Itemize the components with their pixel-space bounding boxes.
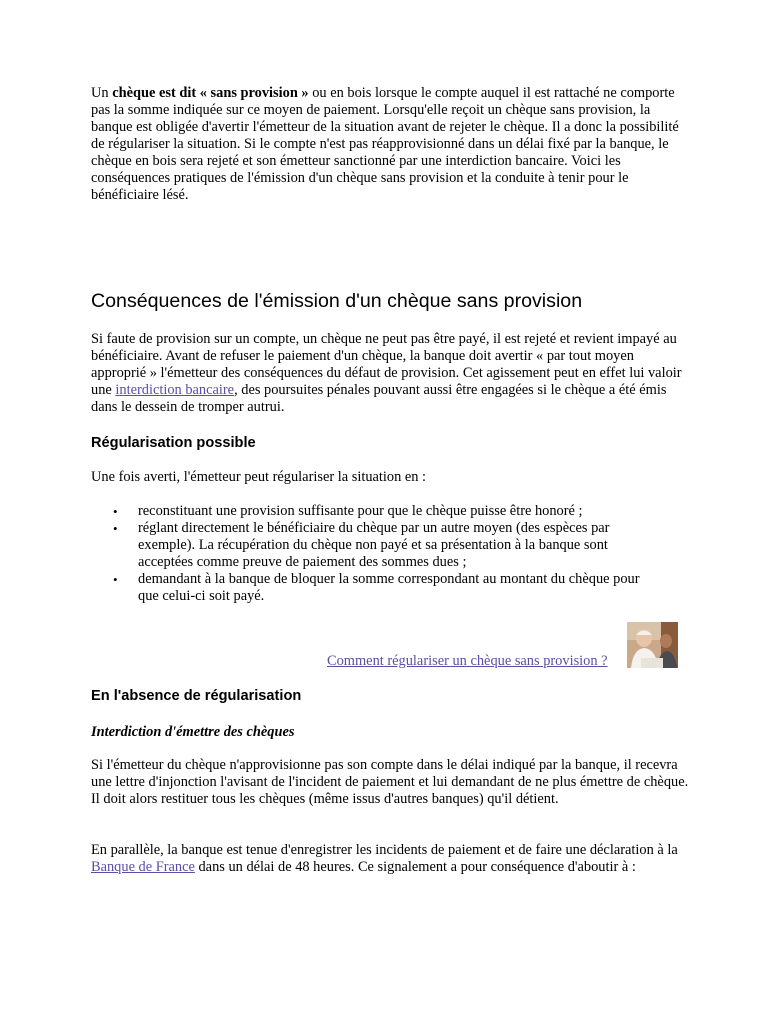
regularisation-list [91,503,651,605]
intro-rest: ou en bois lorsque le compte auquel il est rattaché ne comporte pas la somme indiquée sur ce moyen de paiement. Lorsqu'elle reçoit un chèque sans provision, la banque est obligée d'avertir l'émetteur de la situation avant de rejeter le chèque. Il a donc la possibilité de régulariser la situation. Si le compte n'est pas réapprovisionné dans un délai fixé par la banque, le chèque en bois sera rejeté et son émetteur sanctionné par une interdiction bancaire. Voici les conséquences pratiques de l'émission d'un chèque sans provision et la conduite à tenir pour le bénéficiaire lésé. [91,85,679,203]
interdiction-bancaire-link[interactable]: interdiction bancaire [115,382,235,398]
related-article-link[interactable]: Comment régulariser un chèque sans provision ? [327,653,608,669]
consequences-text: Si faute de provision sur un compte, un chèque ne peut pas être payé, il est rejeté et revient impayé au bénéficiaire. Avant de refuser le paiement d'un chèque, la banque doit avertir « par tout moyen approprié » l'émetteur des conséquences du défaut de provision. Cet agissement peut en effet lui valoir une [91,331,682,398]
declaration-text: En parallèle, la banque est tenue d'enregistrer les incidents de paiement et de faire une déclaration à la [91,842,678,858]
consequences-paragraph [91,331,691,416]
related-article-thumbnail[interactable] [627,622,678,668]
people-photo-icon [627,622,678,668]
injonction-paragraph: Si l'émetteur du chèque n'approvisionne pas son compte dans le délai indiqué par la banque, il recevra une lettre d'injonction l'avisant de l'incident de paiement et lui demandant de ne plus émettre de chèque. Il doit alors restituer tous les chèques (même issus d'autres banques) qu'il détient. [91,757,689,807]
regularisation-intro: Une fois averti, l'émetteur peut régulariser la situation en : [91,469,427,485]
intro-paragraph [91,85,691,204]
section-heading-consequences: Conséquences de l'émission d'un chèque sans provision [91,290,583,312]
intro-bold-term: chèque est dit « sans provision » [112,85,309,101]
intro-lead: Un [91,85,113,101]
declaration-text-end: dans un délai de 48 heures. Ce signalement a pour conséquence d'aboutir à : [194,859,636,875]
banque-de-france-paragraph [91,842,691,876]
section-heading-absence: En l'absence de régularisation [91,688,302,704]
section-heading-regularisation: Régularisation possible [91,435,256,451]
list-item: • réglant directement le bénéficiaire du chèque par un autre moyen (des espèces par exemple). La récupération du chèque non payé et sa présentation à la banque sont acceptées comme preuve de paiement des sommes dues ; [91,520,651,571]
list-item: • demandant à la banque de bloquer la somme correspondant au montant du chèque pour que celui-ci soit payé. [91,571,651,605]
subheading-interdiction: Interdiction d'émettre des chèques [91,724,295,740]
list-item: • reconstituant une provision suffisante pour que le chèque puisse être honoré ; [91,503,651,520]
consequences-text-end: , des poursuites pénales pouvant aussi être engagées si le chèque a été émis dans le dessein de tromper autrui. [91,382,667,415]
banque-de-france-link[interactable]: Banque de France [91,859,195,875]
